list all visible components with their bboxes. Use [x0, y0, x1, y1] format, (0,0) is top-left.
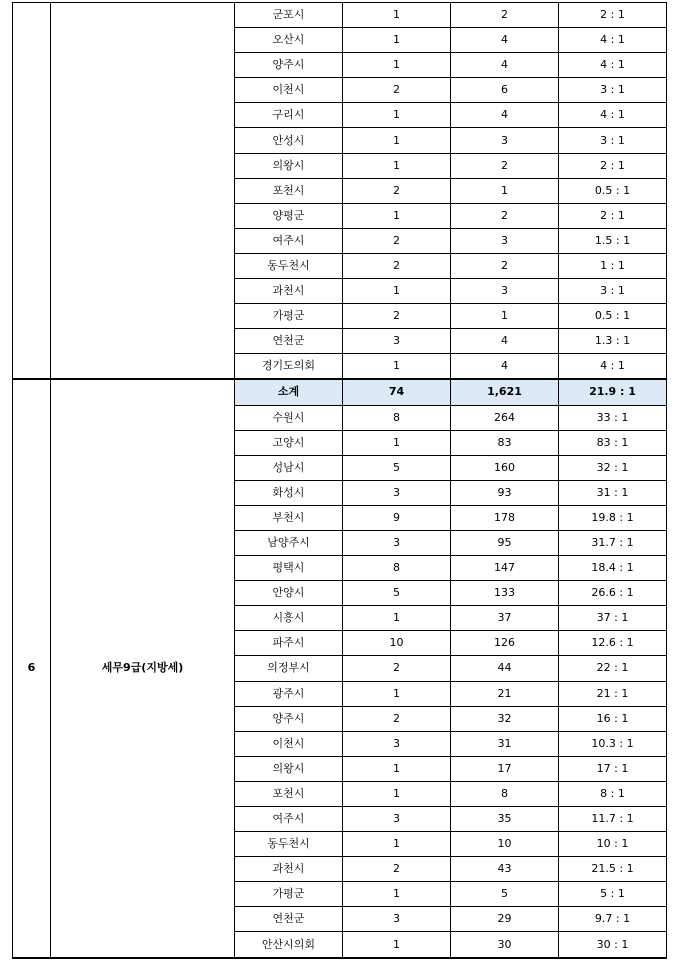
applicants-cell: 35	[451, 807, 559, 832]
posts-cell: 3	[343, 731, 451, 756]
posts-cell: 2	[343, 228, 451, 253]
posts-cell: 8	[343, 556, 451, 581]
group-category-cell	[51, 3, 235, 380]
posts-cell: 1	[343, 832, 451, 857]
applicants-cell: 29	[451, 907, 559, 932]
region-cell: 여주시	[235, 807, 343, 832]
applicants-cell: 3	[451, 279, 559, 304]
ratio-cell: 11.7 : 1	[559, 807, 667, 832]
ratio-cell: 1.5 : 1	[559, 228, 667, 253]
posts-cell: 3	[343, 907, 451, 932]
ratio-cell: 1 : 1	[559, 253, 667, 278]
ratio-cell: 10.3 : 1	[559, 731, 667, 756]
ratio-cell: 31.7 : 1	[559, 530, 667, 555]
applicants-cell: 126	[451, 631, 559, 656]
ratio-cell: 12.6 : 1	[559, 631, 667, 656]
region-cell: 가평군	[235, 304, 343, 329]
posts-cell: 1	[343, 203, 451, 228]
applicants-cell: 21	[451, 681, 559, 706]
applicants-cell: 8	[451, 781, 559, 806]
applicants-cell: 147	[451, 556, 559, 581]
region-cell: 남양주시	[235, 530, 343, 555]
ratio-cell: 17 : 1	[559, 756, 667, 781]
applicants-cell: 10	[451, 832, 559, 857]
group-number-cell	[13, 3, 51, 380]
posts-cell: 1	[343, 53, 451, 78]
ratio-cell: 21.9 : 1	[559, 379, 667, 405]
region-cell: 가평군	[235, 882, 343, 907]
region-cell: 의정부시	[235, 656, 343, 681]
applicants-cell: 4	[451, 103, 559, 128]
ratio-cell: 30 : 1	[559, 932, 667, 958]
posts-cell: 2	[343, 253, 451, 278]
ratio-cell: 26.6 : 1	[559, 581, 667, 606]
applicants-cell: 264	[451, 405, 559, 430]
region-cell: 동두천시	[235, 253, 343, 278]
applicants-cell: 1	[451, 178, 559, 203]
region-cell: 양평군	[235, 203, 343, 228]
applicants-cell: 83	[451, 430, 559, 455]
applicants-cell: 133	[451, 581, 559, 606]
region-cell: 시흥시	[235, 606, 343, 631]
applicants-cell: 2	[451, 153, 559, 178]
region-cell: 과천시	[235, 857, 343, 882]
applicants-cell: 178	[451, 505, 559, 530]
region-cell: 양주시	[235, 706, 343, 731]
posts-cell: 2	[343, 857, 451, 882]
posts-cell: 3	[343, 329, 451, 354]
posts-cell: 5	[343, 581, 451, 606]
posts-cell: 3	[343, 530, 451, 555]
ratio-cell: 22 : 1	[559, 656, 667, 681]
ratio-cell: 5 : 1	[559, 882, 667, 907]
ratio-cell: 33 : 1	[559, 405, 667, 430]
ratio-cell: 3 : 1	[559, 128, 667, 153]
posts-cell: 74	[343, 379, 451, 405]
ratio-cell: 4 : 1	[559, 354, 667, 380]
applicants-cell: 5	[451, 882, 559, 907]
group-category-cell: 세무9급(지방세)	[51, 379, 235, 957]
posts-cell: 1	[343, 756, 451, 781]
region-cell: 의왕시	[235, 153, 343, 178]
ratio-cell: 2 : 1	[559, 3, 667, 28]
applicants-cell: 44	[451, 656, 559, 681]
region-cell: 여주시	[235, 228, 343, 253]
applicants-cell: 2	[451, 3, 559, 28]
ratio-cell: 9.7 : 1	[559, 907, 667, 932]
region-cell: 성남시	[235, 455, 343, 480]
applicants-cell: 4	[451, 354, 559, 380]
ratio-cell: 10 : 1	[559, 832, 667, 857]
posts-cell: 2	[343, 178, 451, 203]
applicants-cell: 93	[451, 480, 559, 505]
competition-ratio-table	[12, 2, 667, 959]
region-cell: 과천시	[235, 279, 343, 304]
ratio-cell: 8 : 1	[559, 781, 667, 806]
applicants-cell: 3	[451, 228, 559, 253]
posts-cell: 8	[343, 405, 451, 430]
applicants-cell: 17	[451, 756, 559, 781]
posts-cell: 1	[343, 430, 451, 455]
region-cell: 오산시	[235, 28, 343, 53]
ratio-cell: 19.8 : 1	[559, 505, 667, 530]
ratio-cell: 1.3 : 1	[559, 329, 667, 354]
posts-cell: 1	[343, 681, 451, 706]
region-cell: 양주시	[235, 53, 343, 78]
region-cell: 군포시	[235, 3, 343, 28]
group-number-cell: 6	[13, 379, 51, 957]
region-cell: 이천시	[235, 78, 343, 103]
applicants-cell: 31	[451, 731, 559, 756]
region-cell: 경기도의회	[235, 354, 343, 380]
region-cell: 광주시	[235, 681, 343, 706]
region-cell: 포천시	[235, 178, 343, 203]
region-cell: 파주시	[235, 631, 343, 656]
posts-cell: 1	[343, 606, 451, 631]
applicants-cell: 1,621	[451, 379, 559, 405]
applicants-cell: 3	[451, 128, 559, 153]
region-cell: 의왕시	[235, 756, 343, 781]
ratio-cell: 83 : 1	[559, 430, 667, 455]
ratio-cell: 31 : 1	[559, 480, 667, 505]
applicants-cell: 30	[451, 932, 559, 958]
posts-cell: 1	[343, 128, 451, 153]
posts-cell: 1	[343, 153, 451, 178]
posts-cell: 1	[343, 28, 451, 53]
posts-cell: 1	[343, 279, 451, 304]
region-cell: 연천군	[235, 329, 343, 354]
region-cell: 안양시	[235, 581, 343, 606]
ratio-cell: 4 : 1	[559, 53, 667, 78]
ratio-cell: 4 : 1	[559, 103, 667, 128]
applicants-cell: 4	[451, 28, 559, 53]
posts-cell: 1	[343, 781, 451, 806]
region-cell: 연천군	[235, 907, 343, 932]
region-cell: 안성시	[235, 128, 343, 153]
posts-cell: 3	[343, 480, 451, 505]
ratio-cell: 32 : 1	[559, 455, 667, 480]
region-cell: 포천시	[235, 781, 343, 806]
region-cell: 고양시	[235, 430, 343, 455]
ratio-cell: 0.5 : 1	[559, 304, 667, 329]
region-cell: 이천시	[235, 731, 343, 756]
ratio-cell: 21.5 : 1	[559, 857, 667, 882]
posts-cell: 2	[343, 656, 451, 681]
applicants-cell: 2	[451, 253, 559, 278]
applicants-cell: 160	[451, 455, 559, 480]
ratio-cell: 2 : 1	[559, 153, 667, 178]
applicants-cell: 43	[451, 857, 559, 882]
subtotal-row	[13, 379, 667, 405]
region-cell: 화성시	[235, 480, 343, 505]
posts-cell: 2	[343, 706, 451, 731]
posts-cell: 1	[343, 882, 451, 907]
table-row	[13, 3, 667, 28]
ratio-cell: 3 : 1	[559, 279, 667, 304]
region-cell: 평택시	[235, 556, 343, 581]
posts-cell: 5	[343, 455, 451, 480]
posts-cell: 2	[343, 78, 451, 103]
region-cell: 수원시	[235, 405, 343, 430]
ratio-cell: 21 : 1	[559, 681, 667, 706]
applicants-cell: 37	[451, 606, 559, 631]
ratio-cell: 3 : 1	[559, 78, 667, 103]
posts-cell: 2	[343, 304, 451, 329]
posts-cell: 1	[343, 354, 451, 380]
ratio-cell: 2 : 1	[559, 203, 667, 228]
applicants-cell: 95	[451, 530, 559, 555]
posts-cell: 1	[343, 932, 451, 958]
posts-cell: 9	[343, 505, 451, 530]
region-cell: 동두천시	[235, 832, 343, 857]
ratio-cell: 16 : 1	[559, 706, 667, 731]
applicants-cell: 4	[451, 53, 559, 78]
applicants-cell: 1	[451, 304, 559, 329]
region-cell: 부천시	[235, 505, 343, 530]
posts-cell: 3	[343, 807, 451, 832]
posts-cell: 1	[343, 3, 451, 28]
posts-cell: 1	[343, 103, 451, 128]
applicants-cell: 2	[451, 203, 559, 228]
applicants-cell: 32	[451, 706, 559, 731]
table-body	[13, 3, 667, 958]
region-cell: 구리시	[235, 103, 343, 128]
ratio-cell: 4 : 1	[559, 28, 667, 53]
region-cell: 안산시의회	[235, 932, 343, 958]
ratio-cell: 0.5 : 1	[559, 178, 667, 203]
ratio-cell: 18.4 : 1	[559, 556, 667, 581]
posts-cell: 10	[343, 631, 451, 656]
applicants-cell: 4	[451, 329, 559, 354]
region-cell: 소계	[235, 379, 343, 405]
ratio-cell: 37 : 1	[559, 606, 667, 631]
applicants-cell: 6	[451, 78, 559, 103]
